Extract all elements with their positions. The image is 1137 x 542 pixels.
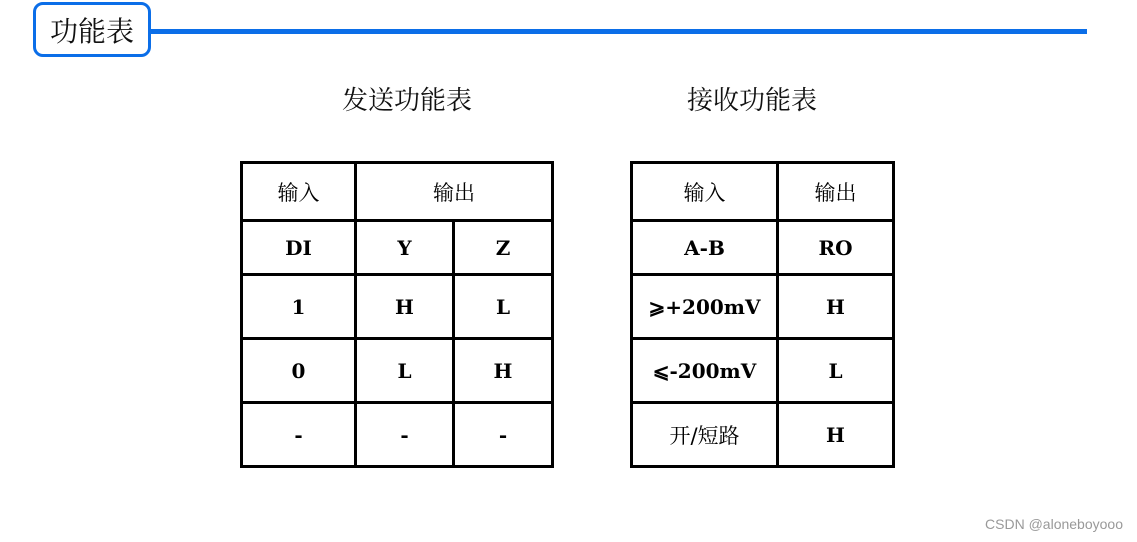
- table-cell: H: [778, 275, 894, 339]
- header-cell-input: 输入: [242, 163, 356, 221]
- table-row: [242, 339, 553, 403]
- table-cell: -: [356, 403, 454, 467]
- table-cell: L: [778, 339, 894, 403]
- table-cell: H: [454, 339, 553, 403]
- table-row: [242, 275, 553, 339]
- subheader-cell: A-B: [632, 221, 778, 275]
- recv-function-table: [630, 161, 895, 468]
- table-cell: 1: [242, 275, 356, 339]
- send-table-caption: 发送功能表: [342, 86, 473, 116]
- table-cell: ⩽-200mV: [632, 339, 778, 403]
- table-cell: H: [356, 275, 454, 339]
- send-function-table: [240, 161, 554, 468]
- watermark: CSDN @aloneboyooo: [985, 516, 1123, 532]
- table-row: [632, 403, 894, 467]
- table-cell: H: [778, 403, 894, 467]
- subheader-cell: DI: [242, 221, 356, 275]
- table-cell: ⩾+200mV: [632, 275, 778, 339]
- header-cell-input: 输入: [632, 163, 778, 221]
- section-title: 功能表: [33, 2, 151, 57]
- subheader-cell: Y: [356, 221, 454, 275]
- header-cell-output: 输出: [356, 163, 553, 221]
- table-row: [632, 163, 894, 221]
- table-row: [632, 339, 894, 403]
- table-cell: 0: [242, 339, 356, 403]
- subheader-cell: RO: [778, 221, 894, 275]
- table-row: [632, 275, 894, 339]
- table-row: [242, 221, 553, 275]
- header-cell-output: 输出: [778, 163, 894, 221]
- table-cell: -: [242, 403, 356, 467]
- subheader-cell: Z: [454, 221, 553, 275]
- table-cell: L: [454, 275, 553, 339]
- table-row: [242, 163, 553, 221]
- table-row: [632, 221, 894, 275]
- table-cell: L: [356, 339, 454, 403]
- title-divider-line: [151, 29, 1087, 34]
- recv-table-caption: 接收功能表: [687, 86, 818, 116]
- table-cell: -: [454, 403, 553, 467]
- table-row: [242, 403, 553, 467]
- table-cell: 开/短路: [632, 403, 778, 467]
